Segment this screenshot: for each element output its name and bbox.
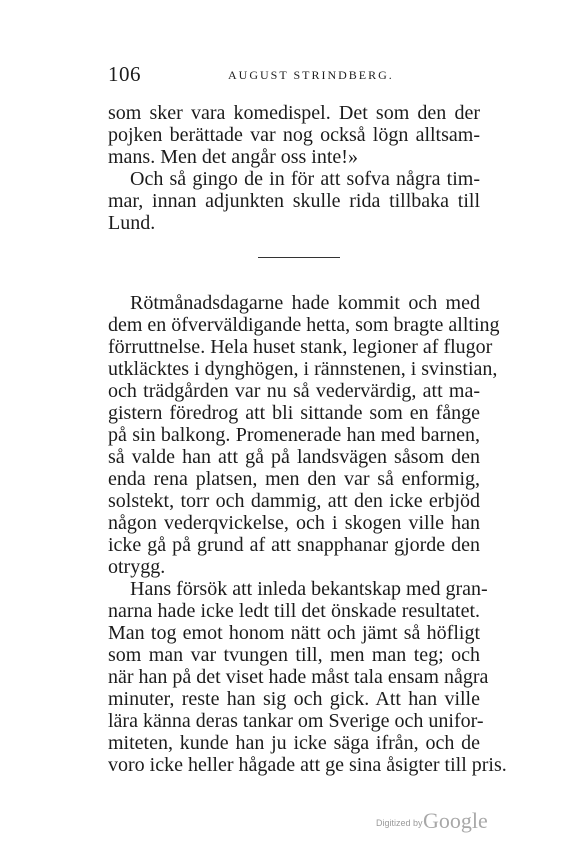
- text-line: narna hade icke ledt till det önskade resultatet.: [108, 600, 480, 622]
- text-line: otrygg.: [108, 556, 166, 578]
- text-line: solstekt, torr och dammig, att den icke erbjöd: [108, 490, 480, 512]
- text-line: voro icke heller hågade att ge sina åsigter till pris.: [108, 754, 507, 776]
- text-line: miteten, kunde han ju icke säga ifrån, och de: [108, 732, 480, 754]
- running-title: AUGUST STRINDBERG.: [228, 68, 394, 82]
- text-line: så valde han att gå på landsvägen såsom den: [108, 446, 480, 468]
- text-line: Och så gingo de in för att sofva några tim-: [130, 168, 480, 190]
- digitized-by-watermark: [376, 808, 496, 836]
- text-line: Lund.: [108, 212, 156, 234]
- text-line: när han på det viset hade måst tala ensam några: [108, 666, 489, 688]
- google-logo: Google: [423, 808, 488, 833]
- page-number: 106: [108, 62, 141, 86]
- text-block-top: [108, 102, 480, 234]
- text-line: pojken berättade var nog också lögn alltsam-: [108, 124, 480, 146]
- text-line: förruttnelse. Hela huset stank, legioner af flugor: [108, 336, 493, 358]
- text-line: som man var tvungen till, men man teg; och: [108, 644, 480, 666]
- text-line: dem en öfverväldigande hetta, som bragte allting: [108, 314, 500, 336]
- text-line: och trädgården var nu så vedervärdig, att ma-: [108, 380, 480, 402]
- text-line: icke gå på grund af att snapphanar gjorde den: [108, 534, 480, 556]
- text-line: på sin balkong. Promenerade han med barnen,: [108, 424, 480, 446]
- text-line: Man tog emot honom nätt och jämt så höfligt: [108, 622, 480, 644]
- text-line: mar, innan adjunkten skulle rida tillbaka till: [108, 190, 480, 212]
- text-line: mans. Men det angår oss inte!»: [108, 146, 358, 168]
- text-line: gistern föredrog att bli sittande som en fånge: [108, 402, 480, 424]
- running-header: [108, 62, 480, 92]
- text-line: utkläcktes i dynghögen, i rännstenen, i svinstian,: [108, 358, 498, 380]
- text-line: som sker vara komedispel. Det som den der: [108, 102, 480, 124]
- text-line: Hans försök att inleda bekantskap med gran-: [130, 578, 488, 600]
- text-line: någon vederqvickelse, och i skogen ville han: [108, 512, 480, 534]
- text-line: lära känna deras tankar om Sverige och unifor-: [108, 710, 484, 732]
- text-block-bottom: [108, 292, 507, 776]
- text-line: enda rena platsen, men den var så enformig,: [108, 468, 480, 490]
- watermark-prefix: Digitized by: [376, 818, 423, 828]
- text-line: Rötmånadsdagarne hade kommit och med: [130, 292, 480, 314]
- section-divider: [258, 257, 340, 258]
- text-line: minuter, reste han sig och gick. Att han ville: [108, 688, 480, 710]
